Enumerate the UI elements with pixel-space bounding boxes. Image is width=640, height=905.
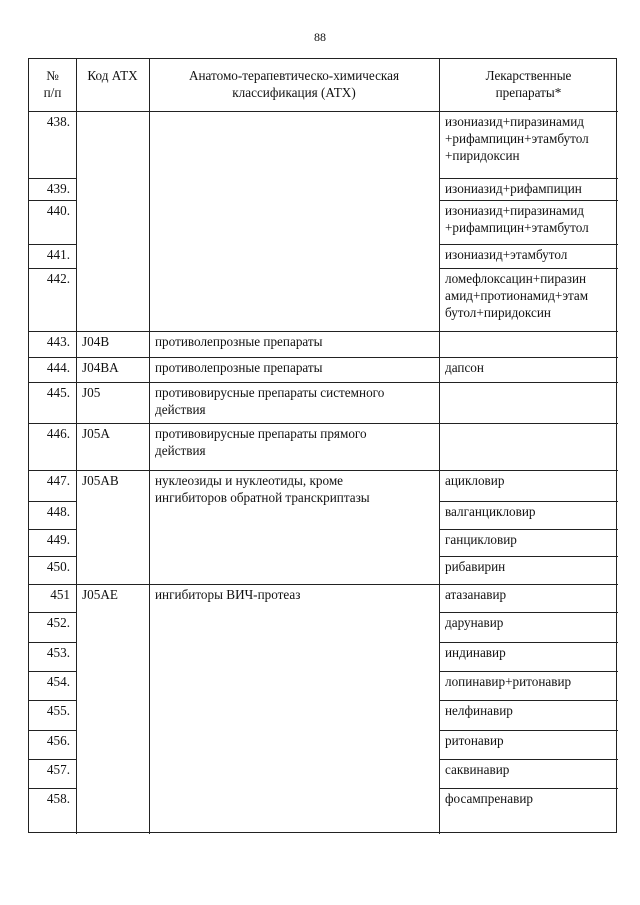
row-divider xyxy=(29,244,76,245)
row-divider xyxy=(29,382,618,383)
row-number: 454. xyxy=(46,674,70,689)
row-divider xyxy=(439,642,618,643)
row-divider xyxy=(439,612,618,613)
row-divider xyxy=(439,501,618,502)
row-number: 443. xyxy=(46,334,70,349)
row-divider xyxy=(439,788,618,789)
row-divider xyxy=(29,730,76,731)
row-number: 448. xyxy=(46,504,70,519)
row-number: 442. xyxy=(46,271,70,286)
atc-classification: нуклеозиды и нуклеотиды, кроме ингибиторов обратной транскриптазы xyxy=(155,473,370,505)
drug-name: изониазид+пиразинамид +рифампицин+этамбутол +пиридоксин xyxy=(445,114,589,163)
row-divider xyxy=(439,556,618,557)
row-divider xyxy=(29,671,76,672)
row-number: 446. xyxy=(46,426,70,441)
row-number: 438. xyxy=(46,114,70,129)
drug-name: индинавир xyxy=(445,645,506,660)
drug-name: изониазид+пиразинамид +рифампицин+этамбутол xyxy=(445,203,589,235)
row-divider xyxy=(439,178,618,179)
row-divider xyxy=(439,244,618,245)
row-number: 457. xyxy=(46,762,70,777)
drug-name: изониазид+рифампицин xyxy=(445,181,582,196)
row-number: 445. xyxy=(46,385,70,400)
drug-name: фосампренавир xyxy=(445,791,533,806)
atc-code: J05A xyxy=(82,426,110,441)
page-number: 88 xyxy=(314,30,326,44)
row-divider xyxy=(439,759,618,760)
row-divider xyxy=(29,584,618,585)
row-divider xyxy=(439,268,618,269)
drug-name: ганцикловир xyxy=(445,532,517,547)
drug-classification-table xyxy=(28,58,617,833)
drug-name: саквинавир xyxy=(445,762,510,777)
drug-name: лопинавир+ритонавир xyxy=(445,674,572,689)
drug-name: дарунавир xyxy=(445,615,504,630)
drug-name: ритонавир xyxy=(445,733,504,748)
row-divider xyxy=(29,200,76,201)
row-divider xyxy=(29,268,76,269)
atc-classification: противовирусные препараты системного действия xyxy=(155,385,385,417)
row-number: 456. xyxy=(46,733,70,748)
row-divider xyxy=(439,730,618,731)
row-divider xyxy=(29,331,618,332)
row-divider xyxy=(29,529,76,530)
row-divider xyxy=(29,357,618,358)
row-divider xyxy=(439,200,618,201)
atc-code: J05 xyxy=(82,385,101,400)
row-divider xyxy=(439,700,618,701)
row-number: 451 xyxy=(50,587,70,602)
drug-name: нелфинавир xyxy=(445,703,513,718)
drug-name: атазанавир xyxy=(445,587,507,602)
row-number: 441. xyxy=(46,247,70,262)
drug-name: ломефлоксацин+пиразин амид+протионамид+этам бутол+пиридоксин xyxy=(445,271,589,320)
row-number: 440. xyxy=(46,203,70,218)
row-number: 452. xyxy=(46,615,70,630)
atc-classification: ингибиторы ВИЧ-протеаз xyxy=(155,587,301,602)
row-divider xyxy=(439,529,618,530)
atc-classification: противолепрозные препараты xyxy=(155,334,323,349)
header-divider xyxy=(29,111,618,112)
drug-name: дапсон xyxy=(445,360,484,375)
row-divider xyxy=(29,759,76,760)
row-number: 444. xyxy=(46,360,70,375)
row-divider xyxy=(29,612,76,613)
atc-code: J05AE xyxy=(82,587,118,602)
column-divider xyxy=(439,59,440,834)
row-divider xyxy=(29,788,76,789)
atc-code: J05AB xyxy=(82,473,119,488)
row-divider xyxy=(29,642,76,643)
atc-classification: противолепрозные препараты xyxy=(155,360,323,375)
row-divider xyxy=(29,700,76,701)
row-number: 453. xyxy=(46,645,70,660)
row-number: 458. xyxy=(46,791,70,806)
row-divider xyxy=(29,556,76,557)
drug-name: ацикловир xyxy=(445,473,505,488)
header-num: № п/п xyxy=(43,68,62,100)
atc-code: J04B xyxy=(82,334,110,349)
row-divider xyxy=(29,501,76,502)
drug-name: изониазид+этамбутол xyxy=(445,247,568,262)
row-divider xyxy=(439,671,618,672)
row-number: 450. xyxy=(46,559,70,574)
drug-name: рибавирин xyxy=(445,559,506,574)
header-drugs: Лекарственные препараты* xyxy=(485,68,572,100)
row-divider xyxy=(29,178,76,179)
row-number: 455. xyxy=(46,703,70,718)
row-number: 447. xyxy=(46,473,70,488)
header-code: Код АТХ xyxy=(87,68,138,83)
atc-classification: противовирусные препараты прямого действия xyxy=(155,426,367,458)
row-divider xyxy=(29,423,618,424)
drug-name: валганцикловир xyxy=(445,504,536,519)
row-number: 449. xyxy=(46,532,70,547)
column-divider xyxy=(149,59,150,834)
row-divider xyxy=(29,470,618,471)
atc-code: J04BA xyxy=(82,360,119,375)
row-number: 439. xyxy=(46,181,70,196)
column-divider xyxy=(76,59,77,834)
header-atc: Анатомо-терапевтическо-химическая классификация (АТХ) xyxy=(188,68,400,100)
